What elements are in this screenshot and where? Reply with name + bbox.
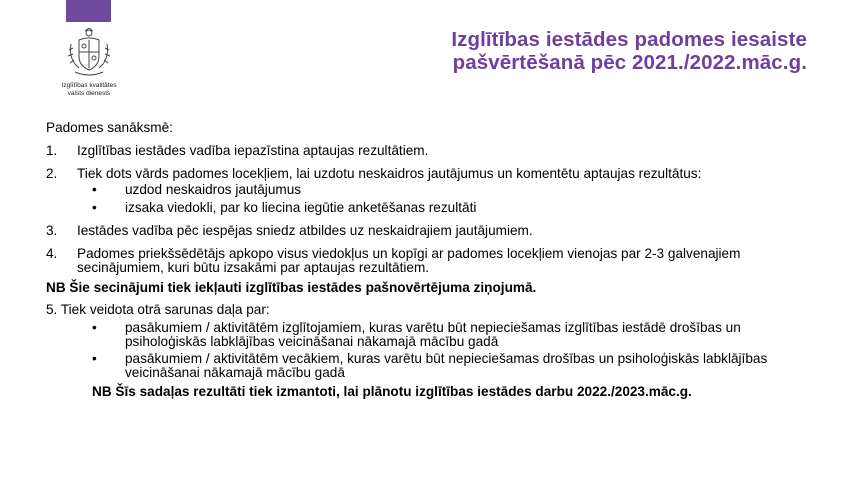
bullet-icon: • xyxy=(92,182,97,197)
list-item-2 xyxy=(46,167,816,181)
list-text: Iestādes vadība pēc iespējas sniedz atbildes uz neskaidrajiem jautājumiem. xyxy=(77,223,533,238)
list-text: Padomes priekšsēdētājs apkopo visus viedokļus un kopīgi ar padomes locekļiem vienojas par 2-3 galvenajiem secinājumiem, kuri būtu izsakāmi par aptaujas rezultātiem. xyxy=(77,246,741,275)
list-item-5: 5. Tiek veidota otrā sarunas daļa par: xyxy=(46,302,270,317)
sub-list-text: pasākumiem / aktivitātēm izglītojamiem, kuras varētu būt nepieciešamas izglītības iestādē drošības un psiholoģiskās labklājības veicināšanai nākamajā mācību gadā xyxy=(125,320,741,349)
nb-note-2: NB Šīs sadaļas rezultāti tiek izmantoti, lai plānotu izglītības iestādes darbu 2022./2023.māc.g. xyxy=(92,384,692,399)
list-text: Tiek dots vārds padomes locekļiem, lai uzdotu neskaidros jautājumus un komentētu aptaujas rezultātus: xyxy=(77,166,702,181)
sub-list-item xyxy=(46,201,816,215)
top-accent-bar xyxy=(66,0,111,22)
list-number: 4. xyxy=(46,246,58,261)
content-heading: Padomes sanāksmē: xyxy=(46,120,173,135)
title-line-2: pašvērtēšanā pēc 2021./2022.māc.g. xyxy=(452,51,807,74)
list-number: 3. xyxy=(46,223,58,238)
nb-note: NB Šie secinājumi tiek iekļauti izglītības iestādes pašnovērtējuma ziņojumā. xyxy=(46,280,537,295)
list-number: 1. xyxy=(46,143,58,158)
sub-list-item xyxy=(46,321,816,349)
slide-content xyxy=(46,121,816,399)
logo-line-2: valsts dienests xyxy=(67,90,111,97)
logo xyxy=(44,28,134,106)
latvia-coat-of-arms-icon xyxy=(65,28,113,78)
sub-list-text: uzdod neskaidros jautājumus xyxy=(125,182,302,197)
page-title xyxy=(247,28,807,74)
list-item-4 xyxy=(46,247,816,275)
bullet-icon: • xyxy=(92,200,97,215)
bullet-icon: • xyxy=(92,320,97,335)
list-item-1 xyxy=(46,144,816,158)
title-line-1: Izglītības iestādes padomes iesaiste xyxy=(451,28,807,51)
sub-list-text: pasākumiem / aktivitātēm vecākiem, kuras varētu būt nepieciešamas drošības un psiholoģiskās labklājības veicināšanai nākamajā mācību gadā xyxy=(125,351,768,380)
sub-list-item xyxy=(46,352,816,380)
list-text: Izglītības iestādes vadība iepazīstina aptaujas rezultātiem. xyxy=(77,143,429,158)
logo-text xyxy=(44,82,134,98)
sub-list-item xyxy=(46,183,816,197)
sub-list-text: izsaka viedokli, par ko liecina iegūtie anketēšanas rezultāti xyxy=(125,200,477,215)
list-number: 2. xyxy=(46,166,58,181)
logo-line-1: Izglītības kvalitātes xyxy=(61,82,117,89)
list-item-3 xyxy=(46,224,816,238)
bullet-icon: • xyxy=(92,351,97,366)
